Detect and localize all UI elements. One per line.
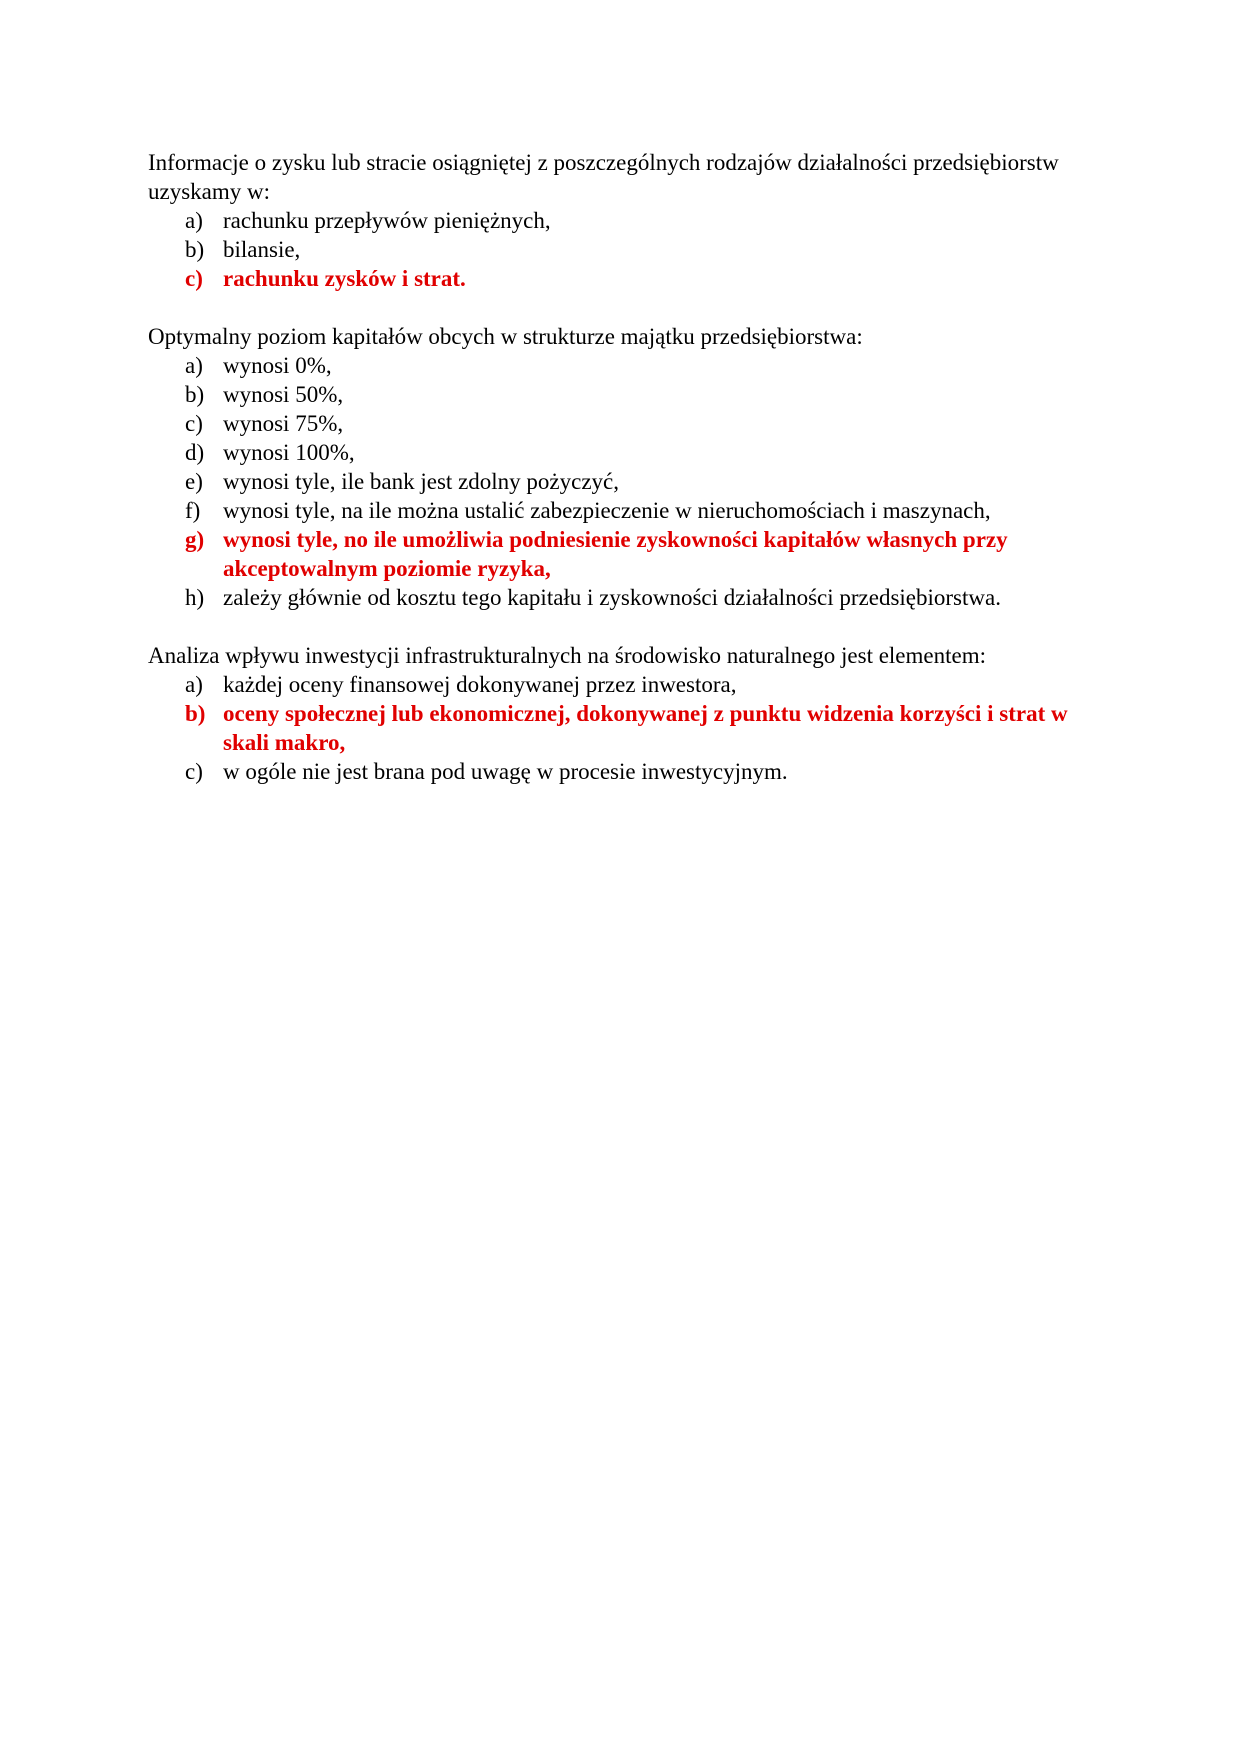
option-text: wynosi 100%, — [223, 440, 355, 465]
question-2 — [148, 322, 1088, 612]
option-text: rachunku zysków i strat. — [223, 266, 466, 291]
option-letter: b) — [185, 237, 205, 262]
question-3 — [148, 641, 1088, 786]
option-text: wynosi tyle, ile bank jest zdolny pożyczyć, — [223, 469, 620, 494]
answer-option — [148, 496, 1088, 525]
correct-answer-option — [148, 699, 1088, 757]
option-text: każdej oceny finansowej dokonywanej przez inwestora, — [223, 672, 737, 697]
option-letter: b) — [185, 382, 205, 407]
option-letter: h) — [185, 585, 205, 610]
option-letter: c) — [185, 411, 203, 436]
answer-options — [148, 670, 1088, 786]
answer-option — [148, 409, 1088, 438]
answer-option — [148, 380, 1088, 409]
option-letter: c) — [185, 759, 203, 784]
option-letter: a) — [185, 353, 203, 378]
question-text: Optymalny poziom kapitałów obcych w strukturze majątku przedsiębiorstwa: — [148, 324, 863, 349]
answer-option — [148, 670, 1088, 699]
answer-option — [148, 206, 1088, 235]
option-text: wynosi 0%, — [223, 353, 332, 378]
option-text: rachunku przepływów pieniężnych, — [223, 208, 551, 233]
answer-option — [148, 467, 1088, 496]
correct-answer-option — [148, 525, 1088, 583]
option-letter: d) — [185, 440, 205, 465]
question-1 — [148, 148, 1088, 293]
question-text: Informacje o zysku lub stracie osiągniętej z poszczególnych rodzajów działalności przedsiębiorstw uzyskamy w: — [148, 150, 1059, 204]
question-text: Analiza wpływu inwestycji infrastrukturalnych na środowisko naturalnego jest elementem: — [148, 643, 986, 668]
option-text: wynosi tyle, na ile można ustalić zabezpieczenie w nieruchomościach i maszynach, — [223, 498, 991, 523]
option-letter: e) — [185, 469, 203, 494]
answer-options — [148, 206, 1088, 293]
option-text: zależy głównie od kosztu tego kapitału i zyskowności działalności przedsiębiorstwa. — [223, 585, 1001, 610]
option-letter: a) — [185, 672, 203, 697]
answer-option — [148, 351, 1088, 380]
answer-options — [148, 351, 1088, 612]
option-text: oceny społecznej lub ekonomicznej, dokonywanej z punktu widzenia korzyści i strat w skali makro, — [223, 701, 1068, 755]
option-text: wynosi tyle, no ile umożliwia podniesienie zyskowności kapitałów własnych przy akceptowalnym poziomie ryzyka, — [223, 527, 1008, 581]
option-letter: g) — [185, 527, 205, 552]
option-text: bilansie, — [223, 237, 301, 262]
option-letter: b) — [185, 701, 206, 726]
option-letter: a) — [185, 208, 203, 233]
answer-option — [148, 583, 1088, 612]
option-text: wynosi 75%, — [223, 411, 344, 436]
option-letter: c) — [185, 266, 203, 291]
option-letter: f) — [185, 498, 201, 523]
answer-option — [148, 757, 1088, 786]
document-content — [148, 148, 1088, 815]
correct-answer-option — [148, 264, 1088, 293]
option-text: wynosi 50%, — [223, 382, 344, 407]
option-text: w ogóle nie jest brana pod uwagę w procesie inwestycyjnym. — [223, 759, 788, 784]
answer-option — [148, 438, 1088, 467]
answer-option — [148, 235, 1088, 264]
